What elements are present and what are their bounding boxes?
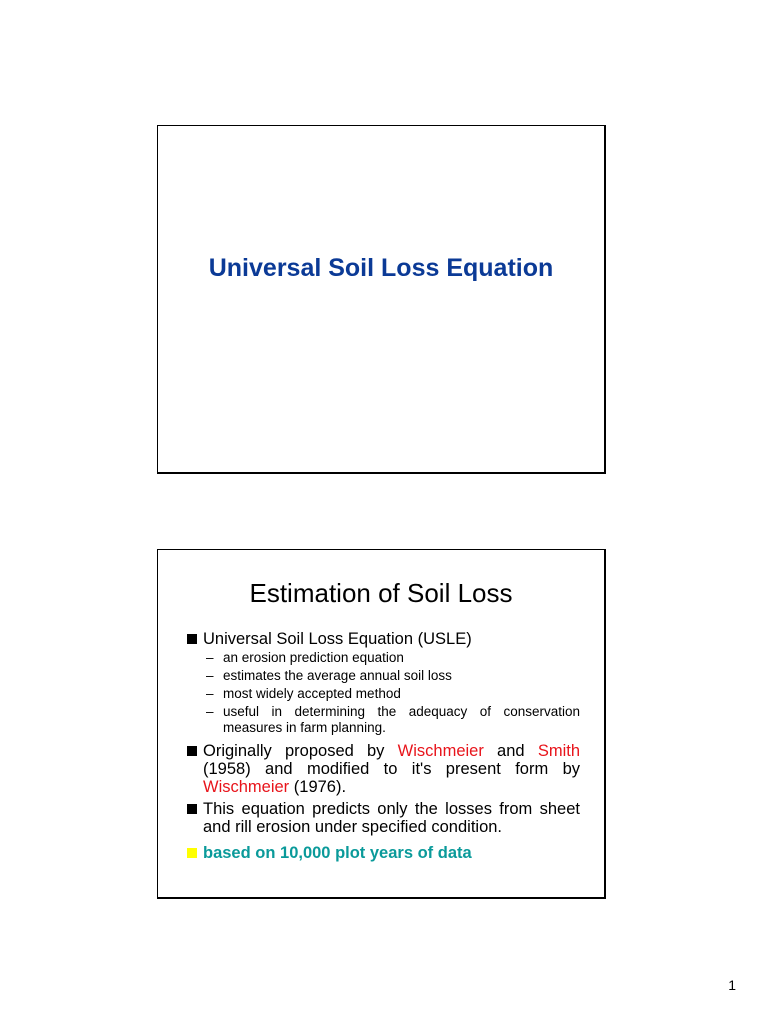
slide-2-title: Estimation of Soil Loss [249,578,513,608]
bullet-prediction [186,800,580,836]
dash-bullet-icon: – [206,704,214,719]
bullet-usle [186,630,580,648]
usle-subitems [186,650,580,736]
subitem [186,668,580,684]
subitem-text: an erosion prediction equation [223,650,404,665]
dash-bullet-icon: – [206,650,214,665]
origin-text: Originally proposed by [203,742,398,760]
subitem-text: estimates the average annual soil loss [223,668,452,683]
slide-1-title: Universal Soil Loss Equation [208,254,554,282]
origin-text: (1958) and modified to it's present form by [203,760,580,778]
origin-text: and [483,742,538,760]
yellow-square-bullet-icon [187,848,197,858]
bullet-prediction-text: This equation predicts only the losses from sheet and rill erosion under specified condition. [203,800,580,836]
subitem-text: most widely accepted method [223,686,401,701]
bullet-plot-years [186,844,580,862]
author-name: Smith [537,742,580,760]
bullet-usle-text: Universal Soil Loss Equation (USLE) [203,630,472,648]
square-bullet-icon [187,746,197,756]
slide-2-body [186,630,580,866]
slide-1 [157,125,606,474]
origin-text: (1976). [289,778,347,796]
subitem [186,704,580,736]
square-bullet-icon [187,804,197,814]
page-number: 1 [728,977,736,993]
dash-bullet-icon: – [206,668,214,683]
square-bullet-icon [187,634,197,644]
subitem [186,650,580,666]
dash-bullet-icon: – [206,686,214,701]
subitem-text: useful in determining the adequacy of conservation measures in farm planning. [223,704,580,735]
bullet-origin [186,742,580,796]
author-name: Wischmeier [397,742,484,760]
bullet-plot-years-text: based on 10,000 plot years of data [203,844,472,862]
author-name: Wischmeier [203,778,290,796]
subitem [186,686,580,702]
slide-2 [157,549,606,899]
